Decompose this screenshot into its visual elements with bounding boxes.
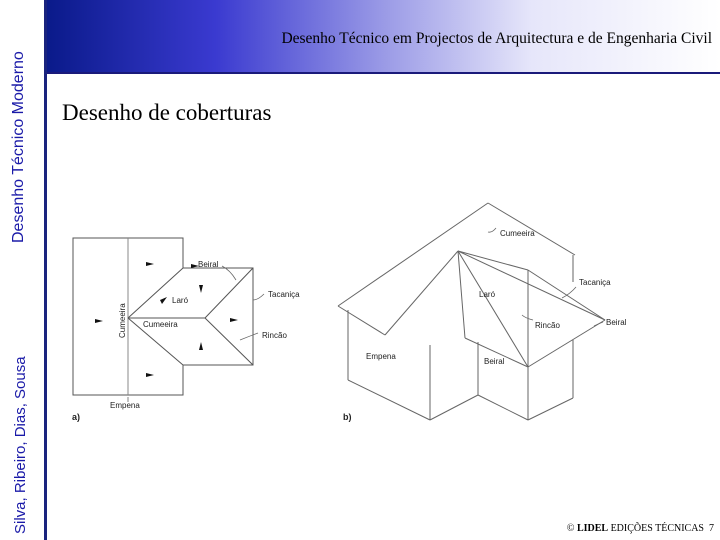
figure-a-plan [73,238,253,395]
footer-brand: LIDEL [576,523,609,534]
arrow [95,319,103,323]
page-number: 7 [709,523,714,534]
header-title: Desenho Técnico em Projectos de Arquitectura e de Engenharia Civil [281,30,712,47]
arrow [230,318,238,322]
figure-b-label-empena: Empena [366,352,396,361]
sidebar-book-title: Desenho Técnico Moderno [10,51,27,243]
arrow [199,342,203,350]
figure-a-label-empena: Empena [110,401,140,410]
figure-a-label-beiral: Beiral [198,260,219,269]
figure-a-label-tacanica: Tacaniça [268,290,300,299]
figure-b-label-laro: Laró [479,290,496,299]
arrow [146,262,154,266]
slide-title: Desenho de coberturas [62,100,272,125]
figure-a-label-cumeeira: Cumeeira [143,320,178,329]
figure-a-caption: a) [72,412,81,422]
figure-a-outline [73,238,253,395]
figure-b-label-beiral-right: Beiral [606,318,627,327]
figure-a-label-rincao: Rincão [262,331,287,340]
arrow [146,373,154,377]
figure-b-label-beiral-bottom: Beiral [484,357,505,366]
figure-a-hip-top [128,268,183,318]
figure-b-label-tacanica: Tacaniça [579,278,611,287]
sidebar-authors: Silva, Ribeiro, Dias, Sousa [12,356,29,534]
arrow [160,297,167,304]
figure-a-leaders [128,266,264,402]
figure-a-hip-right-top [205,268,253,318]
figure-b-house [338,203,605,420]
figure-a-label-cumeeira-vertical: Cumeeira [118,303,127,338]
footer-publisher: EDIÇÕES TÉCNICAS [610,523,704,534]
figure-a-label-laro: Laró [172,296,189,305]
figure-b-label-cumeeira: Cumeeira [500,229,535,238]
figure-b-label-rincao: Rincão [535,321,560,330]
figure-b-caption: b) [343,412,352,422]
copyright-symbol: © [566,523,575,534]
footer [567,523,714,534]
arrow [199,285,203,293]
figure-a-hip-right-bottom [205,318,253,365]
